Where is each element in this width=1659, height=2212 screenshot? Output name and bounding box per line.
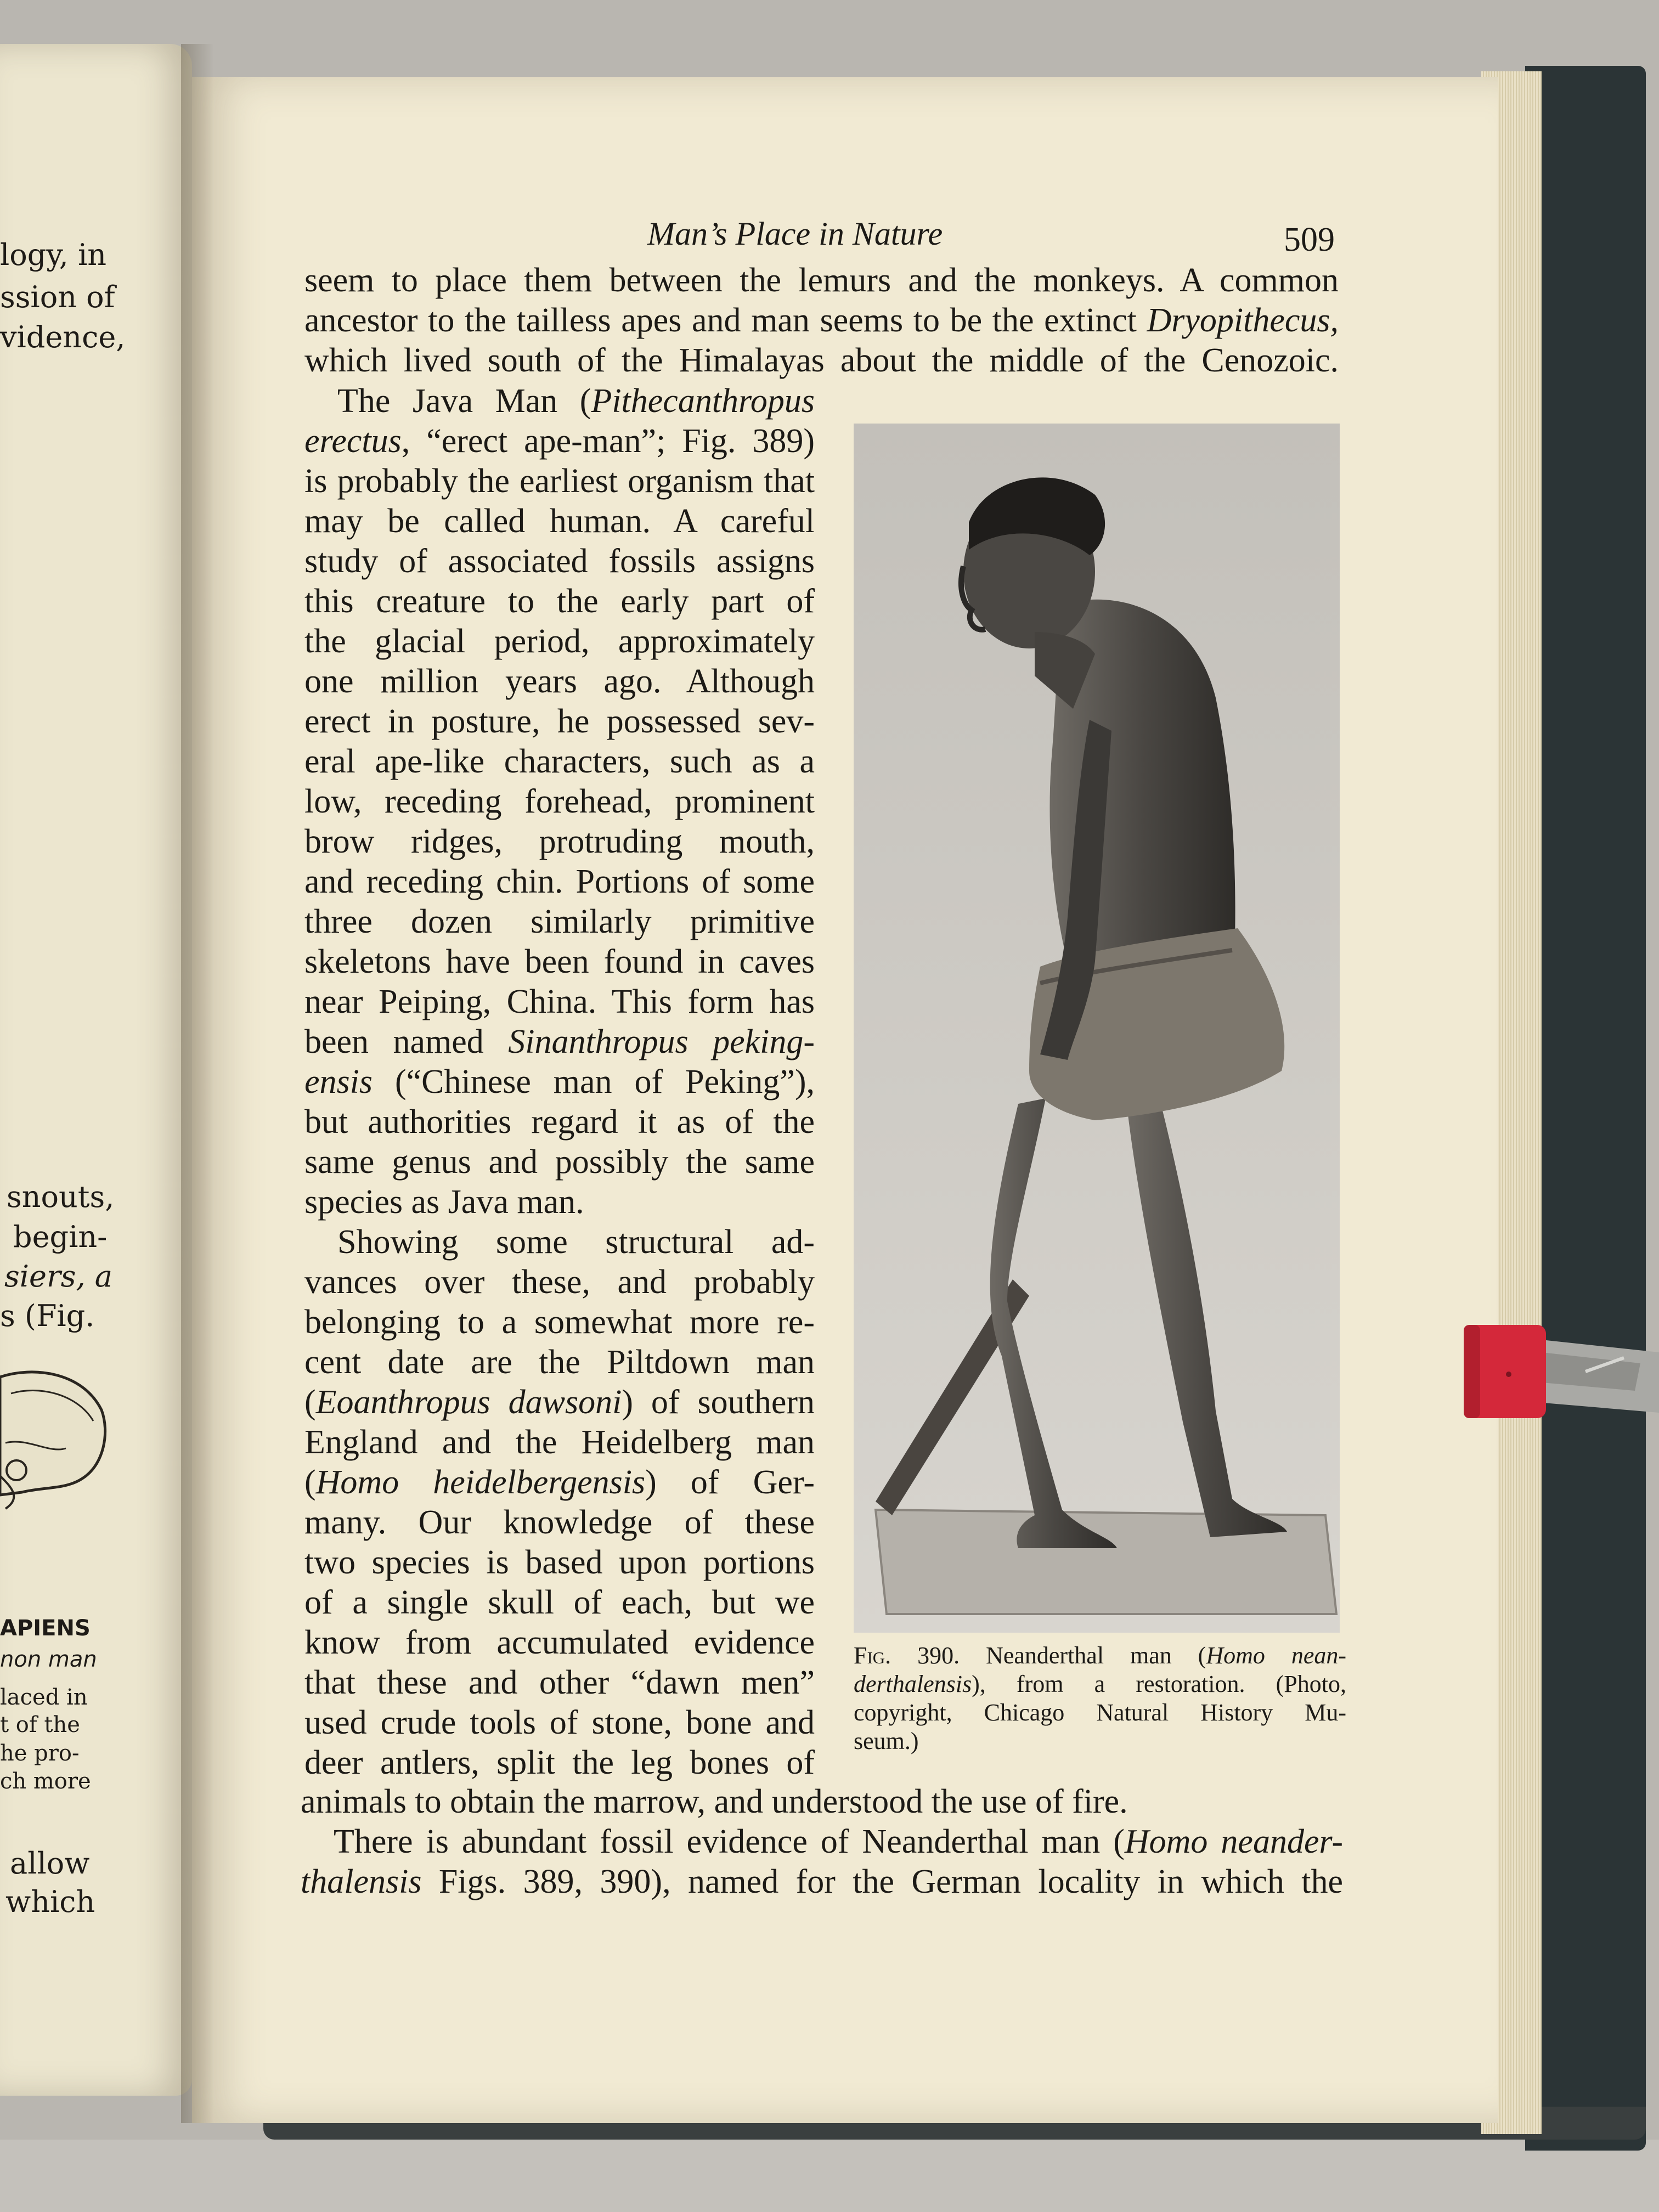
figure-label: Fig. 390.: [854, 1642, 960, 1669]
text-line: know from accumulated evidence: [304, 1624, 815, 1661]
text-line: two species is based upon portions: [304, 1544, 815, 1581]
neanderthal-photo: [854, 424, 1340, 1633]
text-line: and receding chin. Portions of some: [304, 863, 815, 900]
intro-paragraph: [304, 261, 1339, 381]
left-caption: APIENS: [0, 1616, 91, 1641]
text-line: this creature to the early part of: [304, 583, 815, 620]
text-line: may be called human. A careful: [304, 503, 815, 540]
left-line: which: [5, 1884, 95, 1919]
narrow-column: [304, 381, 815, 1783]
text-line: erectus, “erect ape-man”; Fig. 389): [304, 422, 815, 460]
text-line: belonging to a somewhat more re-: [304, 1304, 815, 1341]
book-gutter: [181, 44, 214, 2123]
left-line: logy, in: [0, 238, 107, 272]
text-line: which lived south of the Himalayas about the middle of the Cenozoic.: [304, 342, 1339, 379]
left-line: siers, a: [4, 1259, 112, 1294]
figure-caption: [854, 1641, 1346, 1756]
text-line: many. Our knowledge of these: [304, 1504, 815, 1541]
left-line: allow: [10, 1846, 90, 1881]
caption-line: derthalensis), from a restoration. (Photo,: [854, 1671, 1346, 1697]
left-line: snouts,: [7, 1180, 115, 1214]
caption-line: copyright, Chicago Natural History Mu-: [854, 1699, 1346, 1726]
closing-paragraph: [301, 1782, 1343, 1902]
left-line: t of the: [0, 1712, 80, 1737]
left-line: ssion of: [0, 280, 115, 314]
text-line: ensis (“Chinese man of Peking”),: [304, 1063, 815, 1101]
left-line: he pro-: [0, 1741, 80, 1766]
left-caption-sub: non man: [0, 1647, 97, 1672]
text-line: species as Java man.: [304, 1183, 584, 1221]
skull-illustration: [0, 1361, 107, 1525]
text-line: (Eoanthropus dawsoni) of southern: [304, 1384, 815, 1421]
text-line: Showing some structural ad-: [337, 1223, 815, 1261]
caption-line: seum.): [854, 1728, 919, 1754]
text-line: skeletons have been found in caves: [304, 943, 815, 980]
text-line: seem to place them between the lemurs and the monkeys. A common: [304, 262, 1339, 299]
text-line: been named Sinanthropus peking-: [304, 1023, 815, 1060]
text-line: brow ridges, protruding mouth,: [304, 823, 815, 860]
text-line: The Java Man (Pithecanthropus: [337, 382, 815, 420]
text-line: cent date are the Piltdown man: [304, 1344, 815, 1381]
left-line: laced in: [0, 1685, 88, 1710]
text-line: used crude tools of stone, bone and: [304, 1704, 815, 1741]
text-line: (Homo heidelbergensis) of Ger-: [304, 1464, 815, 1501]
left-line: s (Fig.: [0, 1299, 95, 1333]
text-line: same genus and possibly the same: [304, 1143, 815, 1181]
left-line: ch more: [0, 1769, 91, 1794]
text-line: three dozen similarly primitive: [304, 903, 815, 940]
text-line: erect in posture, he possessed sev-: [304, 703, 815, 740]
caption-line: Fig. 390. Neanderthal man (Homo nean-: [854, 1642, 1347, 1669]
text-line: near Peiping, China. This form has: [304, 983, 815, 1020]
text-line: There is abundant fossil evidence of Neanderthal man (Homo neander-: [334, 1823, 1344, 1860]
text-line: of a single skull of each, but we: [304, 1584, 815, 1621]
left-line: vidence,: [0, 320, 126, 354]
book-cover: [1525, 66, 1646, 2151]
text-line: eral ape-like characters, such as a: [304, 743, 815, 780]
binder-clip: [1459, 1314, 1659, 1446]
text-line: is probably the earliest organism that: [304, 462, 815, 500]
text-line: deer antlers, split the leg bones of: [304, 1744, 815, 1781]
text-line: study of associated fossils assigns: [304, 543, 815, 580]
genus-name: Dryopithecus,: [1147, 302, 1339, 339]
page-number: 509: [1284, 221, 1335, 258]
neanderthal-figure-illustration: [854, 424, 1340, 1633]
text-line: the glacial period, approximately: [304, 623, 815, 660]
text-line: one million years ago. Although: [304, 663, 815, 700]
text-line: low, receding forehead, prominent: [304, 783, 815, 820]
left-line: begin-: [13, 1220, 108, 1254]
text-line: England and the Heidelberg man: [304, 1424, 815, 1461]
text-line: that these and other “dawn men”: [304, 1664, 815, 1701]
text-line: animals to obtain the marrow, and understood the use of fire.: [301, 1783, 1128, 1820]
table-surface: [0, 2140, 1659, 2212]
text-line: but authorities regard it as of the: [304, 1103, 815, 1141]
text-line: ancestor to the tailless apes and man seems to be the extinct Dryopithecus,: [304, 302, 1339, 339]
running-title: Man’s Place in Nature: [647, 216, 943, 252]
text-line: thalensis Figs. 389, 390), named for the German locality in which the: [301, 1863, 1343, 1900]
text-line: vances over these, and probably: [304, 1263, 815, 1301]
